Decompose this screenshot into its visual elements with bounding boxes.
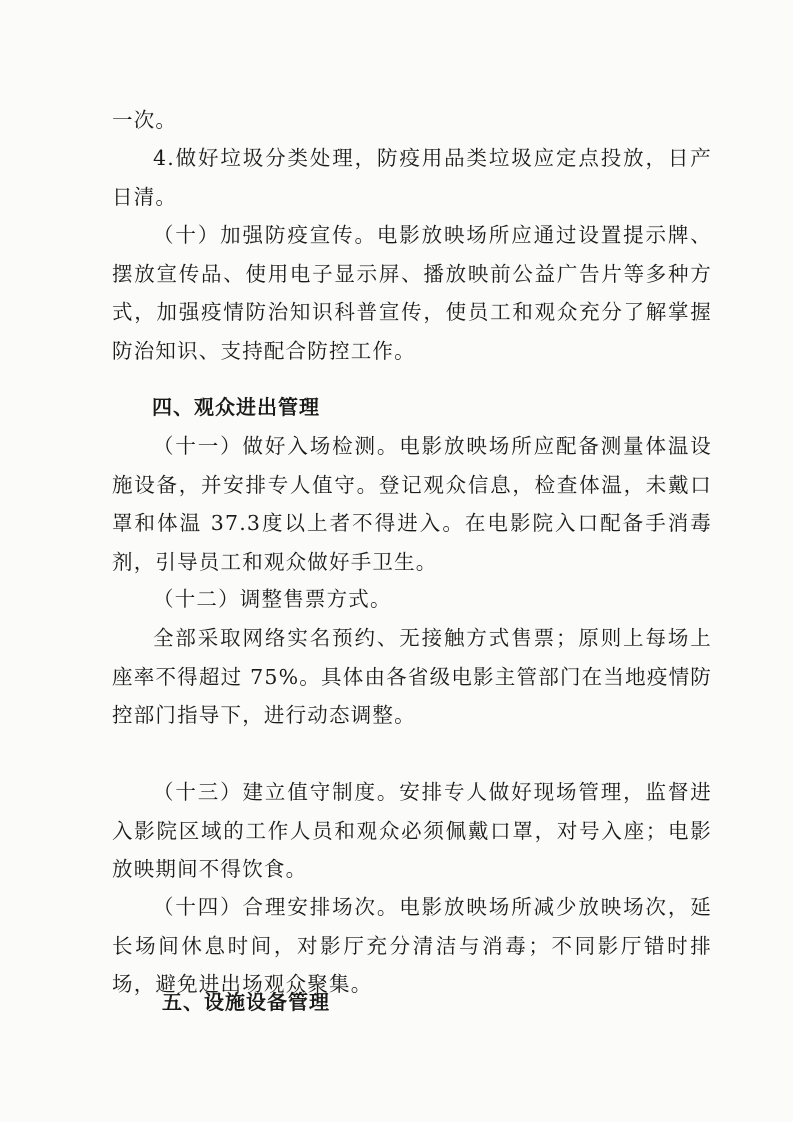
section-heading-5: 五、设施设备管理: [162, 990, 330, 1014]
paragraph-item-4: 4.做好垃圾分类处理，防疫用品类垃圾应定点投放，日产日清。: [112, 146, 712, 209]
paragraph-item-11: （十一）做好入场检测。电影放映场所应配备测量体温设施设备，并安排专人值守。登记观众信息，检查体温，未戴口罩和体温 37.3度以上者不得进入。在电影院入口配备手消毒剂，引导员工和观众做好手卫生。: [112, 434, 712, 574]
paragraph-item-12: （十二）调整售票方式。: [153, 587, 392, 611]
paragraph-item-14: （十四）合理安排场次。电影放映场所减少放映场次，延长场间休息时间，对影厅充分清洁与消毒；不同影厅错时排场，避免进出场观众聚集。: [112, 895, 712, 996]
section-heading-4: 四、观众进出管理: [152, 395, 320, 419]
paragraph-item-13: （十三）建立值守制度。安排专人做好现场管理，监督进入影院区域的工作人员和观众必须佩戴口罩，对号入座；电影放映期间不得饮食。: [112, 780, 712, 881]
paragraph-continuation: 一次。: [112, 108, 178, 132]
paragraph-item-10: （十）加强防疫宣传。电影放映场所应通过设置提示牌、摆放宣传品、使用电子显示屏、播放映前公益广告片等多种方式，加强疫情防治知识科普宣传，使员工和观众充分了解掌握防治知识、支持配合防控工作。: [112, 223, 712, 363]
paragraph-ticketing: 全部采取网络实名预约、无接触方式售票；原则上每场上座率不得超过 75%。具体由各省级电影主管部门在当地疫情防控部门指导下，进行动态调整。: [112, 626, 712, 727]
